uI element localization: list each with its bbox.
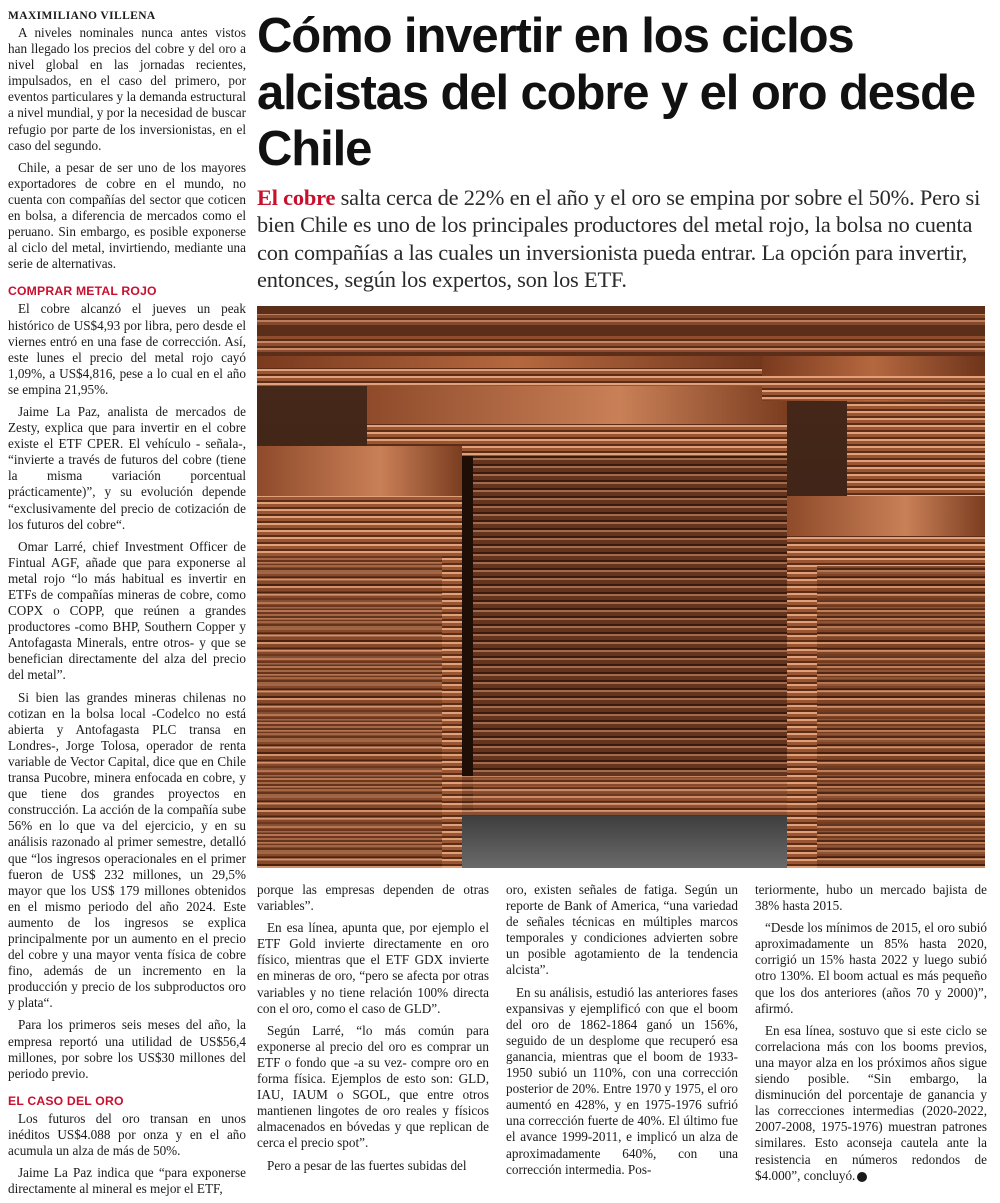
subhead-el-caso-del-oro: EL CASO DEL ORO	[8, 1093, 124, 1108]
body-paragraph: Si bien las grandes mineras chilenas no cotizan en la bolsa local -Codelco no está abierta y Antofagasta PLC transa en Londres-, Jorge Tolosa, operador de renta variable de Vector Capital, dice que en Chile transa Pucobre, minera enfocada en cobre, y que tiene dos grandes proyectos en construcción. La acción de la compañía sube 56% en lo que va del ejercicio, y en su análisis razonado al primer semestre, detalló que “los ingresos operacionales en el primer fueron de US$ 232 millones, un 29,5% mayor que los US$ 179 millones obtenidos en el mismo periodo del año 2024. Este aumento de los ingresos se explica principalmente por un aumento en el precio del cobre y una mayor venta física de cobre fino, además de un incremento en la producción y precio de los subproductos oro y plata“.	[8, 689, 246, 1011]
left-column	[8, 10, 246, 1203]
lead-paragraph	[257, 184, 992, 293]
intro-paragraph: Chile, a pesar de ser uno de los mayores exportadores de cobre en el mundo, no cuenta con compañías del sector que coticen en bolsa, a diferencia de mercados como el peruano. Sin embargo, es posible exponerse al ciclo del metal, invirtiendo, mediante una serie de alternativas.	[8, 159, 246, 272]
copper-cathodes-illustration	[257, 306, 985, 868]
end-of-article-icon: P	[857, 1172, 867, 1182]
copper-cathodes-photo	[257, 306, 985, 868]
body-paragraph: oro, existen señales de fatiga. Según un reporte de Bank of America, “una variedad de señales técnicas en múltiples marcos temporales y condiciones advierten sobre un posible agotamiento de la tendencia alcista”.	[506, 882, 738, 978]
column-2	[257, 882, 489, 1180]
lead-text: salta cerca de 22% en el año y el oro se empina por sobre el 50%. Pero si bien Chile es uno de los principales productores del metal rojo, la bolsa no cuenta con compañías a las cuales un inversionista pueda entrar. La opción para invertir, entonces, según los expertos, son los ETF.	[257, 185, 981, 292]
closing-text: En esa línea, sostuvo que si este ciclo se correlaciona más con los booms previos, una mayor alza en los próximos años sigue siendo posible. “Sin embargo, la disminución del porcentaje de ganancia y las correcciones intermedias (2020-2022, 2007-2008, 1975-1976) muestran patrones similares. Esto aconseja cautela ante la resistencia en números redondos de $4.000”, concluyó.	[755, 1022, 987, 1183]
intro-paragraph: A niveles nominales nunca antes vistos han llegado los precios del cobre y del oro a nivel global en las jornadas recientes, impulsados, en el caso del primero, por eventos particulares y la demanda estructural a nivel mundial, y por la necesidad de buscar refugio por parte de los inversionistas, en el caso del segundo.	[8, 25, 246, 153]
body-paragraph: porque las empresas dependen de otras variables”.	[257, 882, 489, 914]
body-paragraph: Pero a pesar de las fuertes subidas del	[267, 1157, 467, 1173]
byline: MAXIMILIANO VILLENA	[8, 10, 156, 22]
body-paragraph: Jaime La Paz indica que “para exponerse directamente al mineral es mejor el ETF,	[8, 1165, 246, 1197]
body-paragraph: Jaime La Paz, analista de mercados de Zesty, explica que para invertir en el cobre existe el ETF CPER. El vehículo - señala-, “invierte a través de futuros del cobre (tiene la misma variación porcentual prácticamente)”, y su evolución depende “exclusivamente del precio de cotización de los futuros del cobre“.	[8, 403, 246, 532]
body-paragraph	[755, 1023, 987, 1184]
headline: Cómo invertir en los ciclos alcistas del cobre y el oro desde Chile	[257, 9, 976, 176]
subhead-comprar-metal-rojo: COMPRAR METAL ROJO	[8, 284, 157, 299]
column-4	[755, 882, 987, 1190]
column-3	[506, 882, 738, 1184]
body-paragraph: Omar Larré, chief Investment Officer de Fintual AGF, añade que para exponerse al metal rojo “lo más habitual es invertir en ETFs de compañías mineras de cobre, como COPX o COPP, que reúnen a grandes productores -como BHP, Southern Copper y Antofagasta Minerals, entre otros- y que se benefician directamente del alza del precio del metal”.	[8, 538, 246, 683]
body-paragraph: Los futuros del oro transan en unos inéditos US$4.088 por onza y en el año acumula un alza de más de 50%.	[8, 1110, 246, 1158]
body-paragraph: teriormente, hubo un mercado bajista de 38% hasta 2015.	[755, 882, 987, 914]
body-paragraph: “Desde los mínimos de 2015, el oro subió aproximadamente un 85% hasta 2020, corrigió un 15% hasta 2022 y luego subió otro 130%. El boom actual es más pequeño que los dos anteriores (años 70 y 2000)”, afirmó.	[755, 920, 987, 1016]
body-paragraph: El cobre alcanzó el jueves un peak histórico de US$4,93 por libra, pero desde el viernes entró en una fase de corrección. Así, este lunes el precio del metal rojo cayó 1,09%, a US$4,816, pese a lo cual en el año se empina 21,95%.	[8, 301, 246, 397]
body-paragraph: En esa línea, apunta que, por ejemplo el ETF Gold invierte directamente en oro físico, mientras que el ETF GDX invierte en mineras de oro, “pero se afecta por otras variables y no tiene relación 100% directa con el oro, como el caso de GLD”.	[257, 920, 489, 1016]
body-paragraph: Para los primeros seis meses del año, la empresa reportó una utilidad de US$56,4 millones, por sobre los US$30 millones del periodo previo.	[8, 1017, 246, 1081]
lead-accent: El cobre	[257, 185, 336, 210]
body-paragraph: Según Larré, “lo más común para exponerse al precio del oro es comprar un ETF o fondo que -a su vez- compre oro en forma física. Ejemplos de esto son: GLD, IAU, IAUM o SGOL, que entre otros mantienen lingotes de oro reales y físicos almacenados en bóvedas y que replican de cerca el precio spot”.	[257, 1022, 489, 1151]
body-paragraph: En su análisis, estudió las anteriores fases expansivas y ejemplificó con que el boom del oro de 1862-1864 ganó un 156%, seguido de un desplome que recuperó esa ganancia, mientras que el boom de 1933-1950 subió un 110%, con una corrección posterior de 20%. Entre 1970 y 1975, el oro aumentó en 428%, y en 1975-1976 sufrió una corrección fuerte de 40%. El último fue el avance 1999-2011, e implicó un alza de aproximadamente 640%, con una corrección intermedia. Pos-	[506, 984, 738, 1177]
